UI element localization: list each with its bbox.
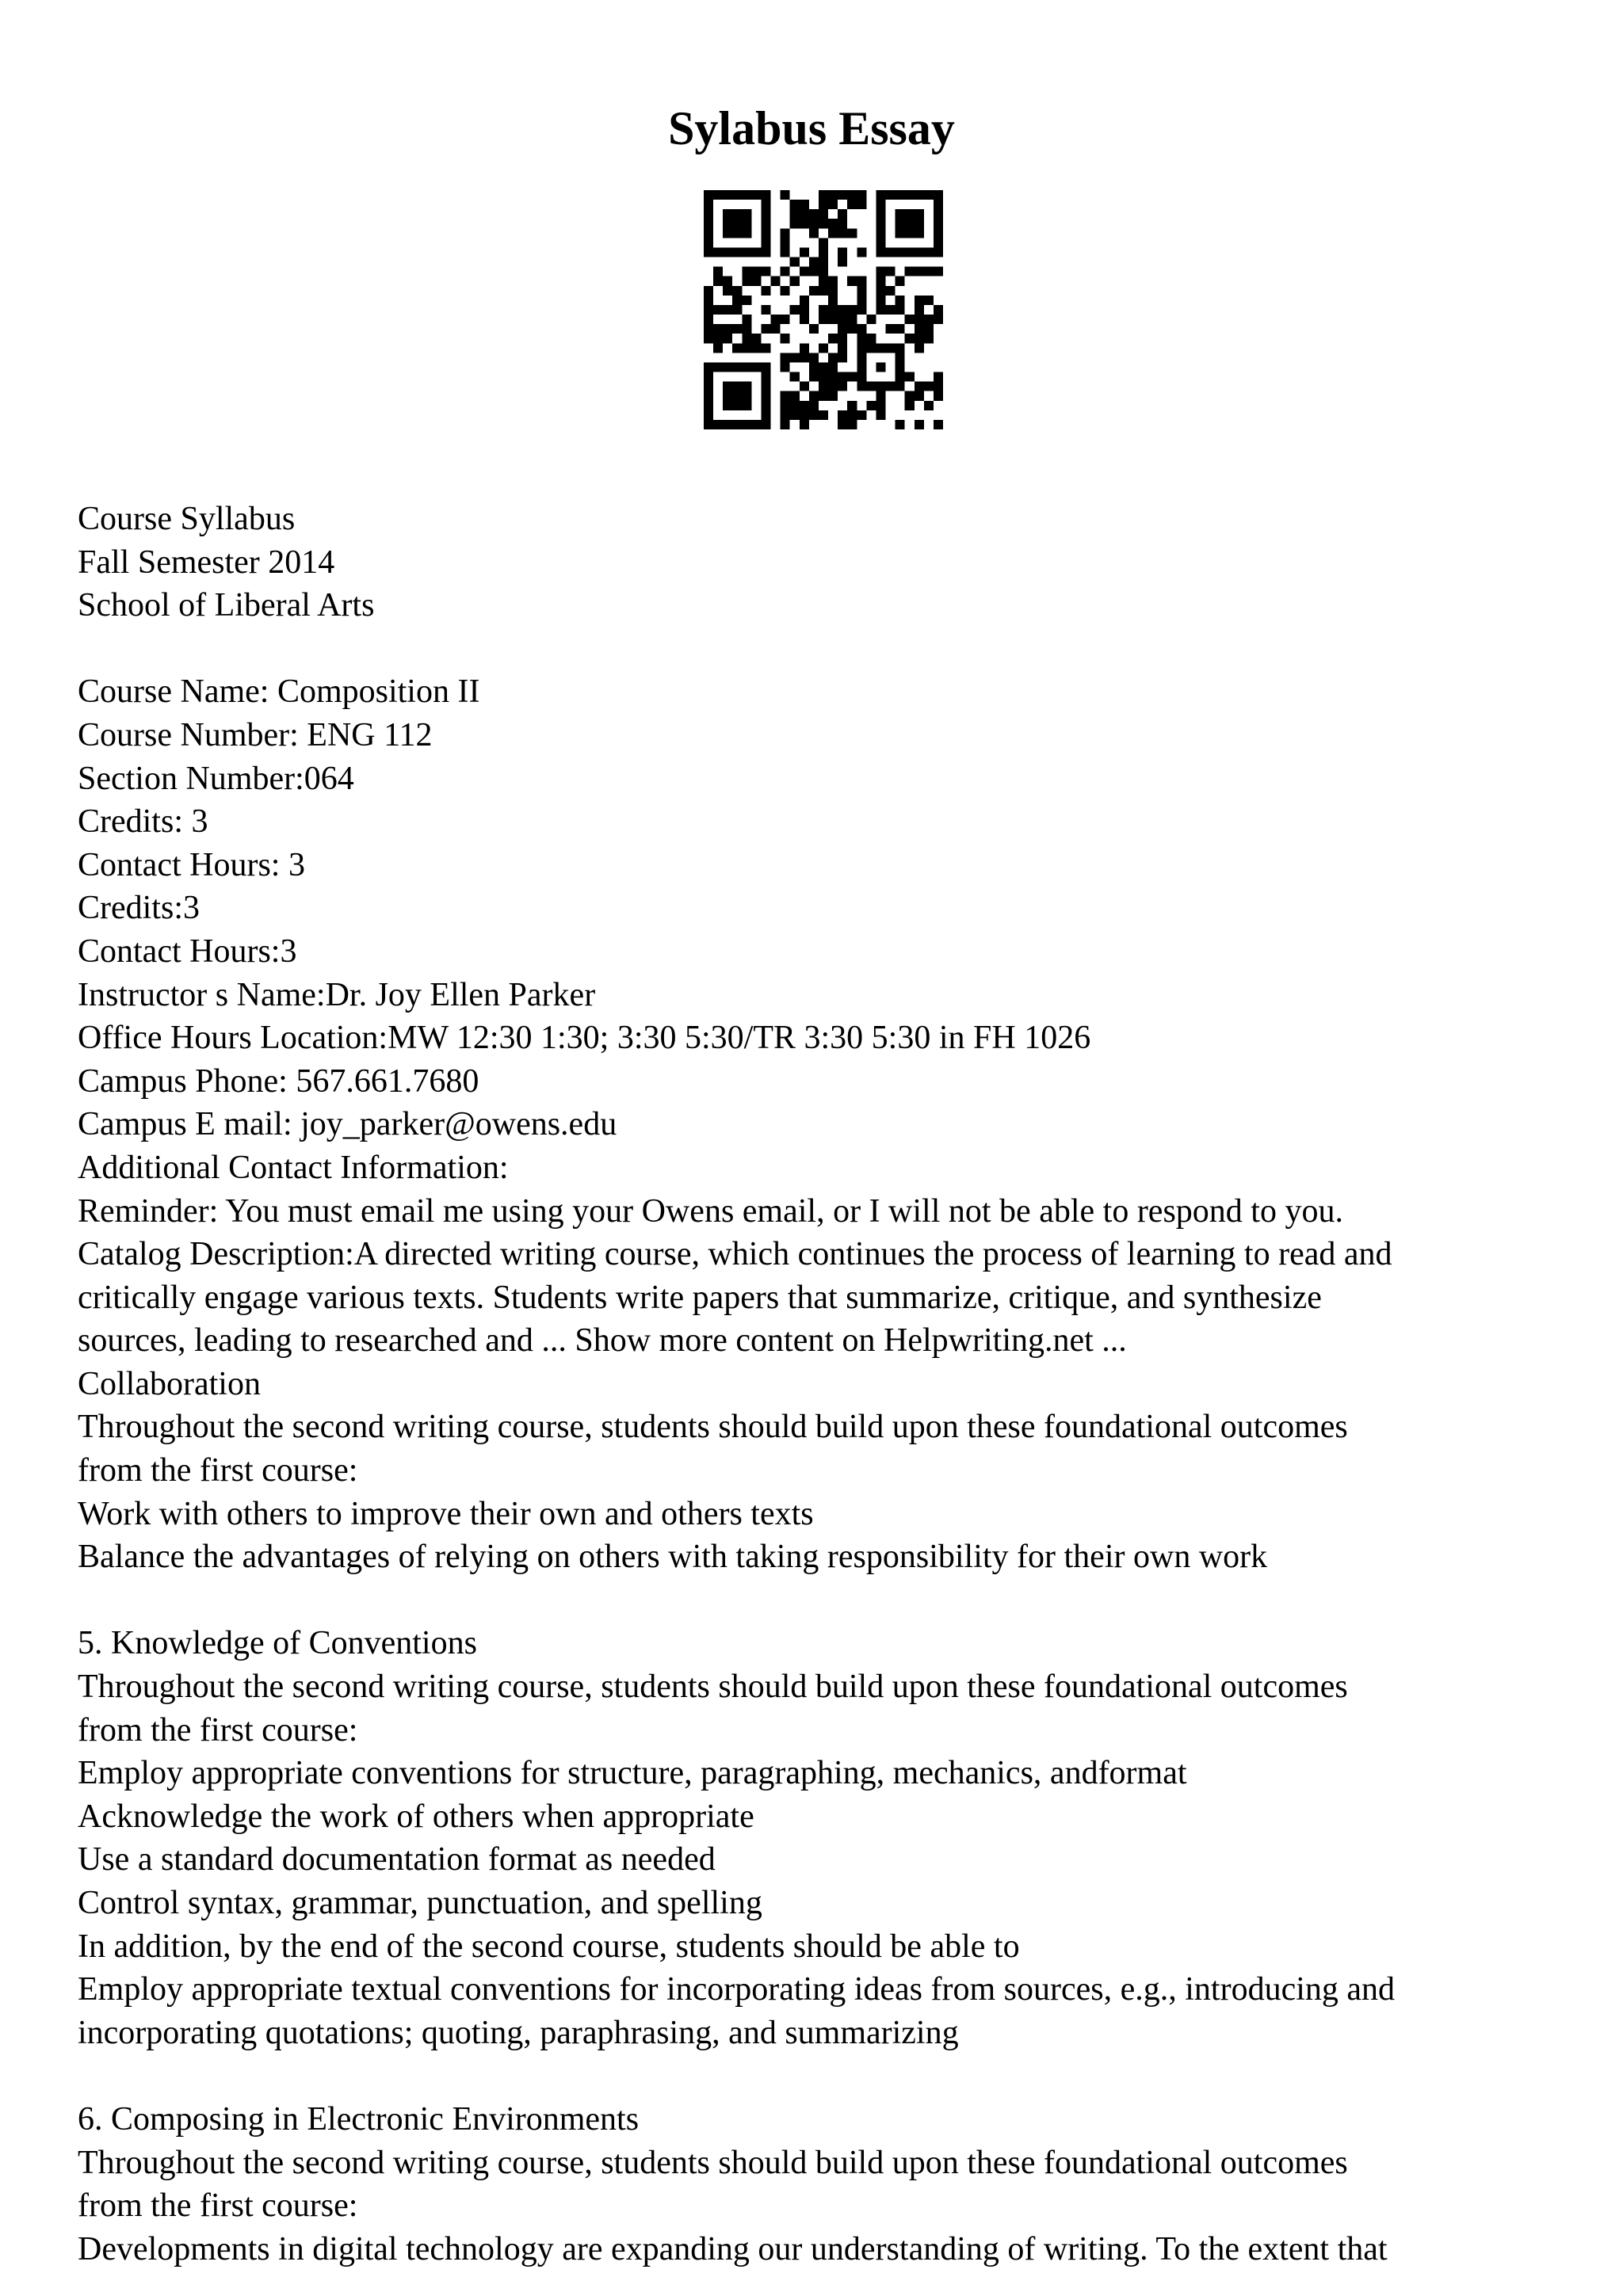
document-title: Sylabus Essay bbox=[668, 102, 955, 154]
body-line: Throughout the second writing course, students should build upon these foundational outcomes bbox=[78, 1669, 1348, 1706]
section-heading: 5. Knowledge of Conventions bbox=[78, 1625, 477, 1662]
body-line: Throughout the second writing course, students should build upon these foundational outcomes bbox=[78, 2144, 1348, 2181]
credits: Credits: 3 bbox=[78, 803, 208, 841]
body-line: Developments in digital technology are expanding our understanding of writing. To the extent that bbox=[78, 2230, 1388, 2267]
office-hours: Office Hours Location:MW 12:30 1:30; 3:30 5:30/TR 3:30 5:30 in FH 1026 bbox=[78, 1020, 1091, 1057]
section-number: Section Number:064 bbox=[78, 760, 354, 797]
course-info-block bbox=[78, 670, 1568, 1578]
document-body bbox=[78, 498, 1568, 2271]
qr-code-icon bbox=[704, 190, 943, 429]
contact-hours: Contact Hours: 3 bbox=[78, 846, 305, 883]
section-heading: Collaboration bbox=[78, 1365, 261, 1402]
electronic-block bbox=[78, 2098, 1568, 2271]
body-line: Acknowledge the work of others when appropriate bbox=[78, 1798, 754, 1835]
body-line: Throughout the second writing course, students should build upon these foundational outcomes bbox=[78, 1409, 1348, 1446]
body-line: from the first course: bbox=[78, 1452, 358, 1489]
campus-email: Campus E mail: joy_parker@owens.edu bbox=[78, 1106, 617, 1143]
header-block bbox=[78, 498, 1568, 627]
body-line: Balance the advantages of relying on others with taking responsibility for their own work bbox=[78, 1539, 1268, 1576]
header-line: School of Liberal Arts bbox=[78, 587, 375, 624]
body-line: Control syntax, grammar, punctuation, and spelling bbox=[78, 1885, 762, 1921]
body-line: Work with others to improve their own and others texts bbox=[78, 1495, 814, 1532]
campus-phone: Campus Phone: 567.661.7680 bbox=[78, 1062, 479, 1100]
section-heading: 6. Composing in Electronic Environments bbox=[78, 2100, 640, 2138]
body-line: Employ appropriate textual conventions for incorporating ideas from sources, e.g., introducing and bbox=[78, 1971, 1396, 2008]
course-name: Course Name: Composition II bbox=[78, 673, 480, 711]
catalog-description-line: critically engage various texts. Students write papers that summarize, critique, and synthesize bbox=[78, 1279, 1322, 1316]
body-line: from the first course: bbox=[78, 2187, 358, 2225]
credits: Credits:3 bbox=[78, 890, 200, 927]
body-line: incorporating quotations; quoting, paraphrasing, and summarizing bbox=[78, 2014, 959, 2051]
body-line: In addition, by the end of the second course, students should be able to bbox=[78, 1928, 1020, 1965]
header-line: Course Syllabus bbox=[78, 501, 296, 537]
paragraph-gap bbox=[78, 1579, 1568, 1623]
instructor-name: Instructor s Name:Dr. Joy Ellen Parker bbox=[78, 976, 596, 1013]
body-line: Employ appropriate conventions for structure, paragraphing, mechanics, andformat bbox=[78, 1755, 1187, 1792]
reminder-line: Reminder: You must email me using your Owens email, or I will not be able to respond to you. bbox=[78, 1192, 1343, 1230]
paragraph-gap bbox=[78, 627, 1568, 671]
body-line: Use a standard documentation format as needed bbox=[78, 1841, 716, 1878]
contact-hours: Contact Hours:3 bbox=[78, 933, 297, 970]
paragraph-gap bbox=[78, 2054, 1568, 2098]
additional-contact: Additional Contact Information: bbox=[78, 1149, 509, 1186]
conventions-block bbox=[78, 1622, 1568, 2054]
body-line: from the first course: bbox=[78, 1711, 358, 1749]
course-number: Course Number: ENG 112 bbox=[78, 716, 433, 753]
catalog-description-line: sources, leading to researched and ... Show more content on Helpwriting.net ... bbox=[78, 1322, 1127, 1360]
catalog-description-line: Catalog Description:A directed writing course, which continues the process of learning to read and bbox=[78, 1236, 1392, 1273]
header-line: Fall Semester 2014 bbox=[78, 543, 335, 581]
